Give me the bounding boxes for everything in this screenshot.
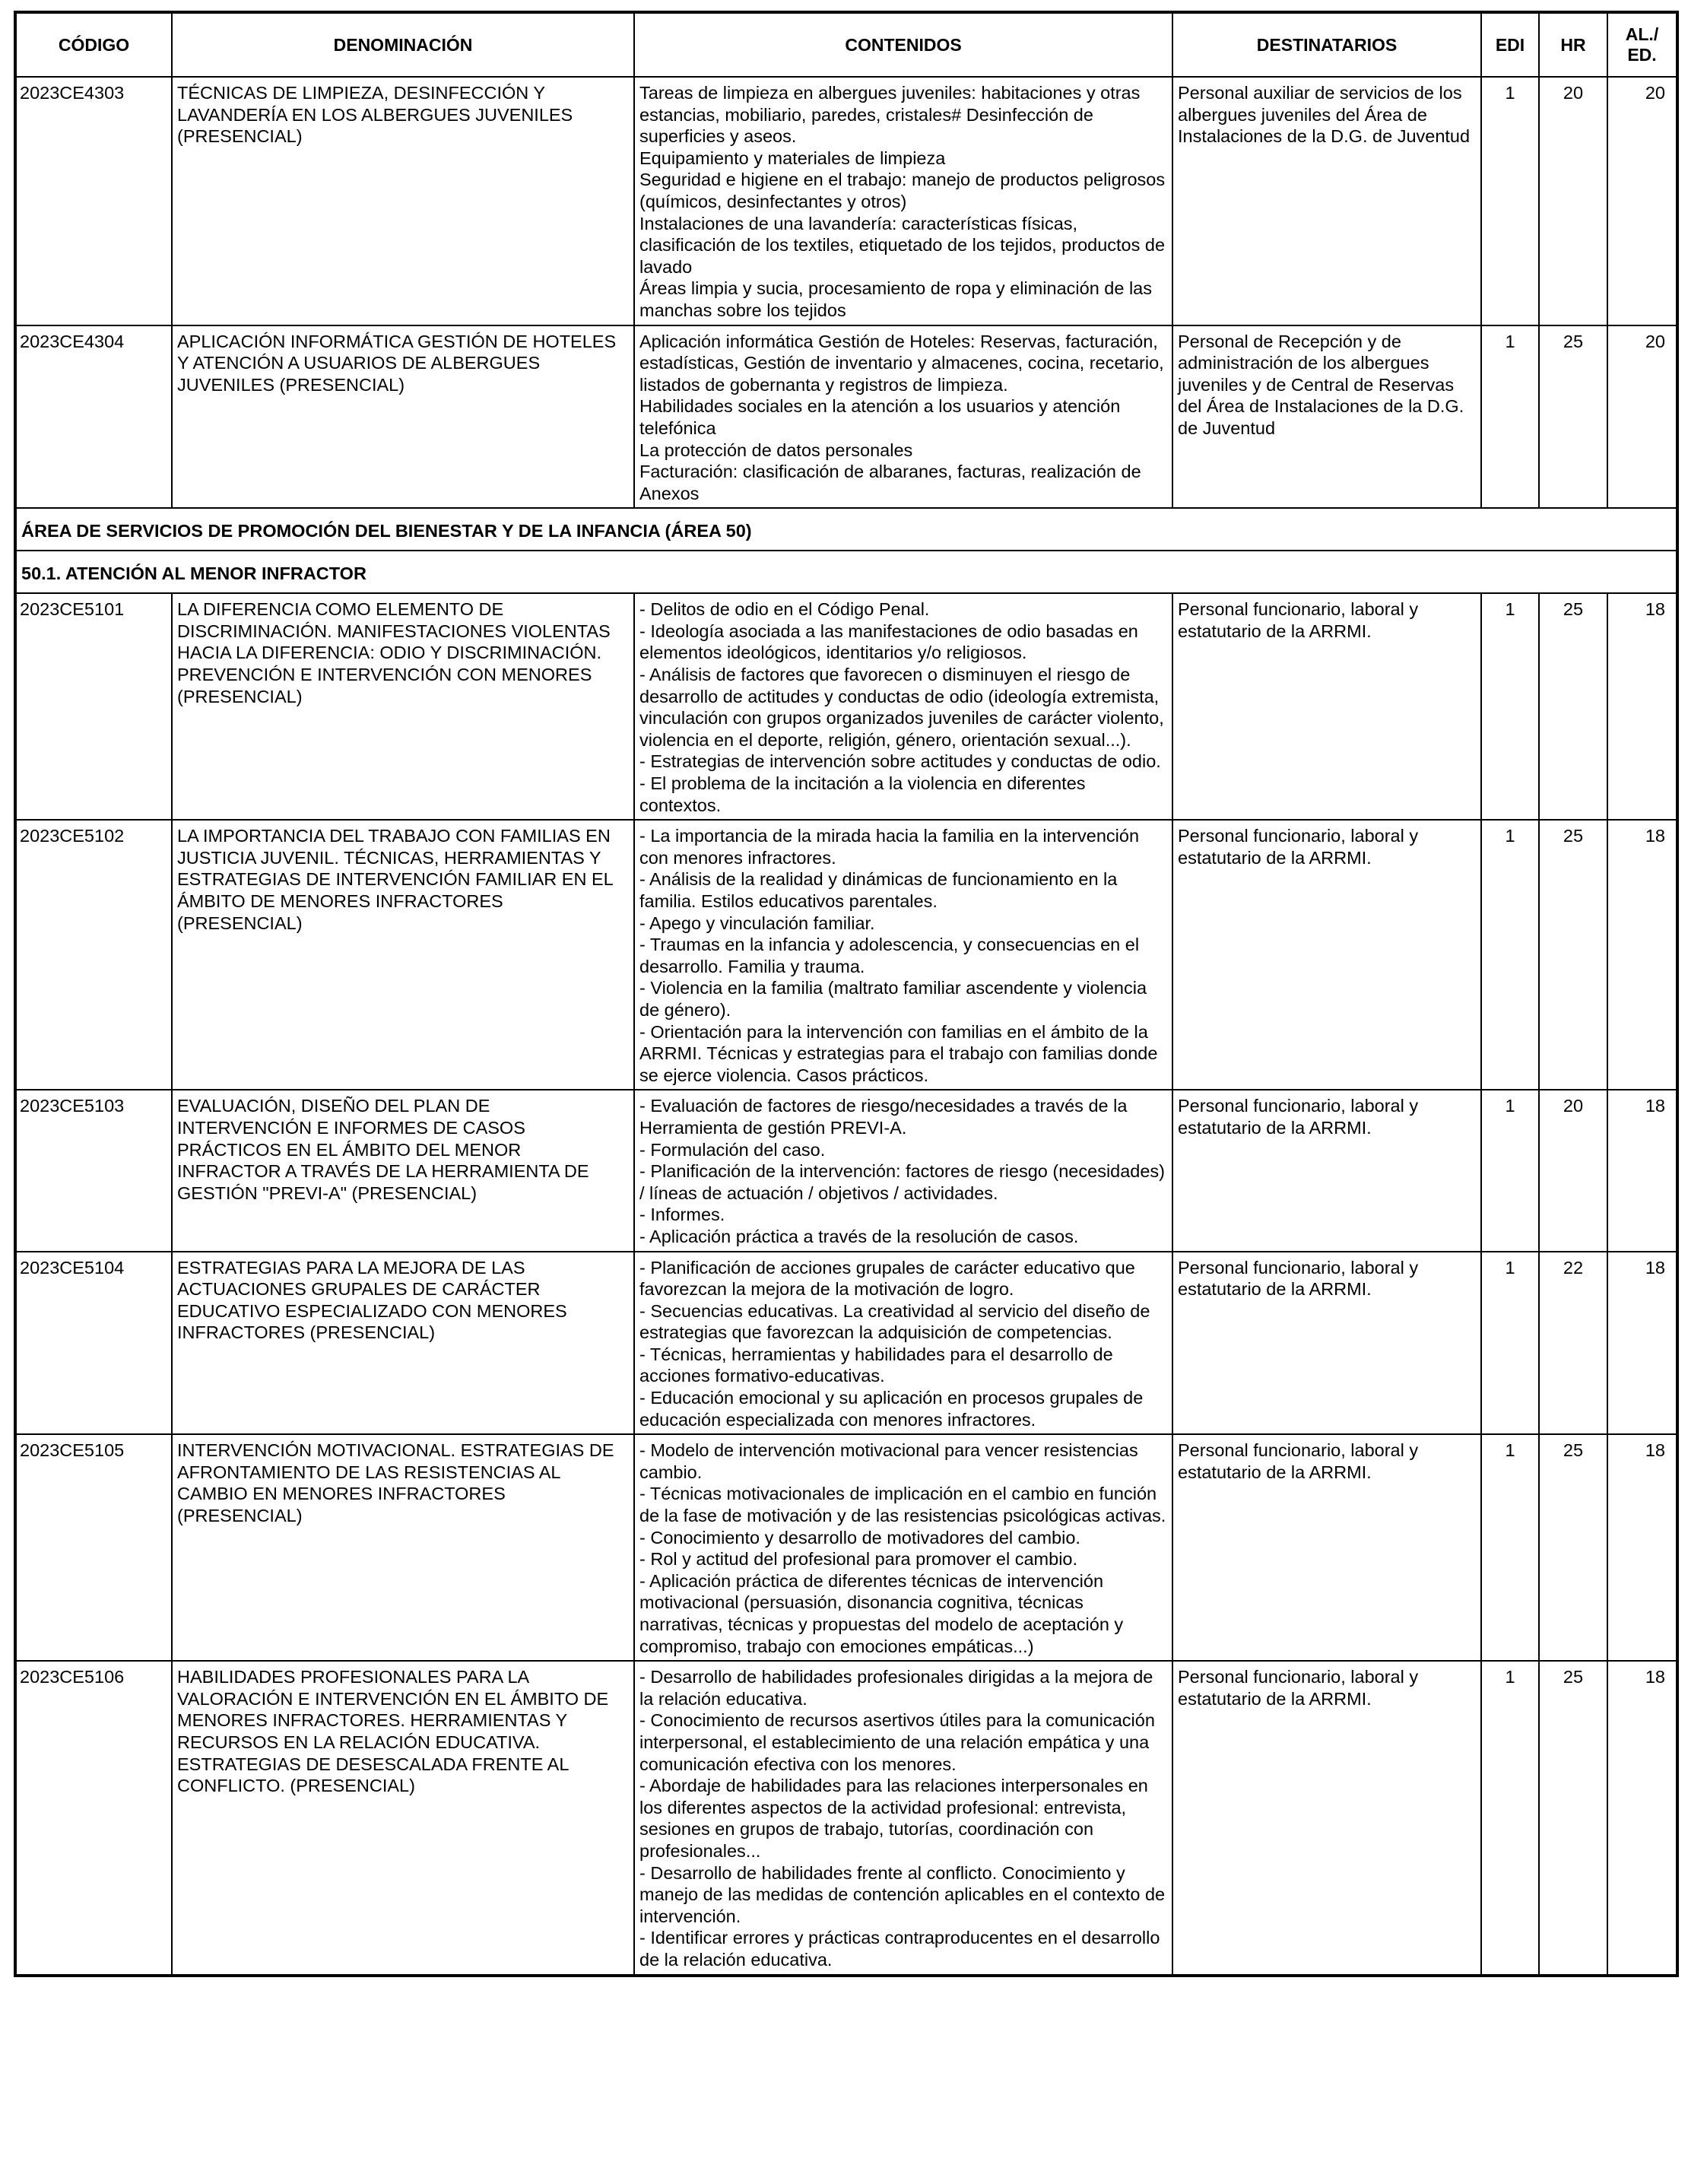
- contenidos-line: Facturación: clasificación de albaranes, facturas, realización de Anexos: [639, 462, 1141, 503]
- cell-codigo: 2023CE5101: [15, 593, 172, 820]
- contenidos-line: - Aplicación práctica de diferentes técnicas de intervención motivacional (persuasión, disonancia cognitiva, técnicas narrativas, técnicas y propuestas del modelo de aceptación y compromiso, trabajo con emociones empáticas...): [639, 1570, 1124, 1656]
- contenidos-line: - Planificación de la intervención: factores de riesgo (necesidades) / líneas de actuación / objetivos / actividades.: [639, 1161, 1166, 1203]
- cell-destinatarios: Personal funcionario, laboral y estatutario de la ARRMI.: [1172, 1661, 1481, 1975]
- contenidos-line: Aplicación informática Gestión de Hoteles: Reservas, facturación, estadísticas, Gestión de inventario y almacenes, cocina, recetario, listados de gobernanta y registros de limpieza.: [639, 331, 1164, 395]
- cell-hr: 25: [1539, 1434, 1607, 1661]
- cell-al-ed: 18: [1607, 1252, 1677, 1435]
- header-edi: EDI: [1481, 12, 1539, 77]
- header-destinatarios: DESTINATARIOS: [1172, 12, 1481, 77]
- table-row: [15, 1090, 1677, 1251]
- contenidos-line: - Identificar errores y prácticas contraproducentes en el desarrollo de la relación educativa.: [639, 1928, 1160, 1970]
- contenidos-line: - Ideología asociada a las manifestaciones de odio basadas en elementos ideológicos, identitarios y/o religiosos.: [639, 621, 1138, 663]
- contenidos-line: Habilidades sociales en la atención a los usuarios y atención telefónica: [639, 396, 1121, 438]
- cell-contenidos: [634, 1090, 1172, 1251]
- cell-edi: 1: [1481, 820, 1539, 1090]
- cell-destinatarios: Personal funcionario, laboral y estatutario de la ARRMI.: [1172, 1090, 1481, 1251]
- cell-contenidos: [634, 1434, 1172, 1661]
- table-row: [15, 325, 1677, 509]
- cell-hr: 25: [1539, 325, 1607, 509]
- contenidos-line: - Orientación para la intervención con familias en el ámbito de la ARRMI. Técnicas y estrategias para el trabajo con familias donde se ejerce violencia. Casos prácticos.: [639, 1021, 1158, 1085]
- header-hr: HR: [1539, 12, 1607, 77]
- contenidos-line: - Planificación de acciones grupales de carácter educativo que favorezcan la mejora de la motivación de logro.: [639, 1257, 1135, 1300]
- table-row: [15, 77, 1677, 325]
- cell-codigo: 2023CE5105: [15, 1434, 172, 1661]
- cell-codigo: 2023CE4303: [15, 77, 172, 325]
- cell-denominacion: LA DIFERENCIA COMO ELEMENTO DE DISCRIMINACIÓN. MANIFESTACIONES VIOLENTAS HACIA LA DIFERENCIA: ODIO Y DISCRIMINACIÓN. PREVENCIÓN E INTERVENCIÓN CON MENORES (PRESENCIAL): [172, 593, 634, 820]
- cell-codigo: 2023CE4304: [15, 325, 172, 509]
- contenidos-line: - Técnicas motivacionales de implicación en el cambio en función de la fase de motivación y de las resistencias psicológicas activas.: [639, 1484, 1166, 1526]
- cell-denominacion: INTERVENCIÓN MOTIVACIONAL. ESTRATEGIAS DE AFRONTAMIENTO DE LAS RESISTENCIAS AL CAMBIO EN MENORES INFRACTORES (PRESENCIAL): [172, 1434, 634, 1661]
- cell-hr: 25: [1539, 1661, 1607, 1975]
- cell-edi: 1: [1481, 593, 1539, 820]
- contenidos-line: Equipamiento y materiales de limpieza: [639, 148, 946, 168]
- subsection-heading: 50.1. ATENCIÓN AL MENOR INFRACTOR: [15, 551, 1677, 593]
- contenidos-line: - Estrategias de intervención sobre actitudes y conductas de odio.: [639, 751, 1161, 772]
- section-area-heading: ÁREA DE SERVICIOS DE PROMOCIÓN DEL BIENESTAR Y DE LA INFANCIA (ÁREA 50): [15, 508, 1677, 551]
- table-row: [15, 593, 1677, 820]
- table-row: [15, 1661, 1677, 1975]
- cell-hr: 22: [1539, 1252, 1607, 1435]
- cell-contenidos: [634, 1252, 1172, 1435]
- cell-al-ed: 20: [1607, 77, 1677, 325]
- cell-destinatarios: Personal auxiliar de servicios de los albergues juveniles del Área de Instalaciones de la D.G. de Juventud: [1172, 77, 1481, 325]
- cell-denominacion: HABILIDADES PROFESIONALES PARA LA VALORACIÓN E INTERVENCIÓN EN EL ÁMBITO DE MENORES INFRACTORES. HERRAMIENTAS Y RECURSOS EN LA RELACIÓN EDUCATIVA. ESTRATEGIAS DE DESESCALADA FRENTE AL CONFLICTO. (PRESENCIAL): [172, 1661, 634, 1975]
- subsection-row: [15, 551, 1677, 593]
- cell-destinatarios: Personal funcionario, laboral y estatutario de la ARRMI.: [1172, 820, 1481, 1090]
- cell-destinatarios: Personal funcionario, laboral y estatutario de la ARRMI.: [1172, 1252, 1481, 1435]
- cell-hr: 25: [1539, 593, 1607, 820]
- table-row: [15, 820, 1677, 1090]
- contenidos-line: - Educación emocional y su aplicación en procesos grupales de educación especializada con menores infractores.: [639, 1388, 1144, 1430]
- cell-denominacion: ESTRATEGIAS PARA LA MEJORA DE LAS ACTUACIONES GRUPALES DE CARÁCTER EDUCATIVO ESPECIALIZADO CON MENORES INFRACTORES (PRESENCIAL): [172, 1252, 634, 1435]
- cell-edi: 1: [1481, 1252, 1539, 1435]
- contenidos-line: - Análisis de la realidad y dinámicas de funcionamiento en la familia. Estilos educativos parentales.: [639, 869, 1118, 911]
- contenidos-line: - Formulación del caso.: [639, 1139, 826, 1160]
- header-al-ed: AL./ ED.: [1607, 12, 1677, 77]
- contenidos-line: - Técnicas, herramientas y habilidades para el desarrollo de acciones formativo-educativas.: [639, 1344, 1113, 1386]
- contenidos-line: - Modelo de intervención motivacional para vencer resistencias cambio.: [639, 1440, 1138, 1482]
- cell-denominacion: EVALUACIÓN, DISEÑO DEL PLAN DE INTERVENCIÓN E INFORMES DE CASOS PRÁCTICOS EN EL ÁMBITO DEL MENOR INFRACTOR A TRAVÉS DE LA HERRAMIENTA DE GESTIÓN "PREVI-A" (PRESENCIAL): [172, 1090, 634, 1251]
- cell-hr: 20: [1539, 1090, 1607, 1251]
- contenidos-line: - La importancia de la mirada hacia la familia en la intervención con menores infractores.: [639, 826, 1140, 868]
- cell-codigo: 2023CE5103: [15, 1090, 172, 1251]
- contenidos-line: - Violencia en la familia (maltrato familiar ascendente y violencia de género).: [639, 978, 1147, 1020]
- contenidos-line: La protección de datos personales: [639, 440, 913, 460]
- table-row: [15, 1434, 1677, 1661]
- cell-al-ed: 18: [1607, 1090, 1677, 1251]
- table-row: [15, 1252, 1677, 1435]
- cell-edi: 1: [1481, 325, 1539, 509]
- cell-destinatarios: Personal funcionario, laboral y estatutario de la ARRMI.: [1172, 593, 1481, 820]
- cell-destinatarios: Personal funcionario, laboral y estatutario de la ARRMI.: [1172, 1434, 1481, 1661]
- contenidos-line: Instalaciones de una lavandería: características físicas, clasificación de los textiles, etiquetado de los tejidos, productos de lavado: [639, 213, 1166, 277]
- cell-edi: 1: [1481, 1090, 1539, 1251]
- contenidos-line: - Delitos de odio en el Código Penal.: [639, 599, 930, 620]
- contenidos-line: - Rol y actitud del profesional para promover el cambio.: [639, 1549, 1078, 1570]
- document-page: [14, 11, 1676, 1977]
- cell-edi: 1: [1481, 1434, 1539, 1661]
- header-denominacion: DENOMINACIÓN: [172, 12, 634, 77]
- cell-contenidos: [634, 820, 1172, 1090]
- contenidos-line: Tareas de limpieza en albergues juveniles: habitaciones y otras estancias, mobiliario, paredes, cristales# Desinfección de superficies y aseos.: [639, 83, 1141, 147]
- contenidos-line: Seguridad e higiene en el trabajo: manejo de productos peligrosos (químicos, desinfectantes y otros): [639, 170, 1166, 211]
- cell-contenidos: [634, 77, 1172, 325]
- contenidos-line: - Apego y vinculación familiar.: [639, 913, 875, 933]
- contenidos-line: - Secuencias educativas. La creatividad al servicio del diseño de estrategias que favorezcan la adquisición de competencias.: [639, 1300, 1150, 1343]
- table-body-sections: [15, 508, 1677, 593]
- cell-al-ed: 20: [1607, 325, 1677, 509]
- contenidos-line: - Análisis de factores que favorecen o disminuyen el riesgo de desarrollo de actitudes y conductas de odio (ideología extremista, vinculación con grupos organizados juveniles de carácter violento, violencia en el deporte, religión, género, orientación sexual...).: [639, 665, 1164, 750]
- cell-denominacion: APLICACIÓN INFORMÁTICA GESTIÓN DE HOTELES Y ATENCIÓN A USUARIOS DE ALBERGUES JUVENILES (PRESENCIAL): [172, 325, 634, 509]
- cell-al-ed: 18: [1607, 1661, 1677, 1975]
- header-row: [15, 12, 1677, 77]
- header-contenidos: CONTENIDOS: [634, 12, 1172, 77]
- contenidos-line: - Aplicación práctica a través de la resolución de casos.: [639, 1226, 1079, 1246]
- cell-al-ed: 18: [1607, 593, 1677, 820]
- contenidos-line: - El problema de la incitación a la violencia en diferentes contextos.: [639, 773, 1086, 815]
- cell-codigo: 2023CE5106: [15, 1661, 172, 1975]
- cell-hr: 25: [1539, 820, 1607, 1090]
- contenidos-line: - Abordaje de habilidades para las relaciones interpersonales en los diferentes aspectos de la actividad profesional: entrevista, sesiones en grupos de trabajo, tutorías, coordinación con profesionales...: [639, 1776, 1148, 1861]
- cell-al-ed: 18: [1607, 820, 1677, 1090]
- contenidos-line: - Desarrollo de habilidades profesionales dirigidas a la mejora de la relación educativa.: [639, 1667, 1153, 1709]
- contenidos-line: - Informes.: [639, 1205, 725, 1225]
- contenidos-line: - Conocimiento y desarrollo de motivadores del cambio.: [639, 1527, 1080, 1548]
- table-body-a: [15, 77, 1677, 508]
- cell-hr: 20: [1539, 77, 1607, 325]
- contenidos-line: - Traumas en la infancia y adolescencia, y consecuencias en el desarrollo. Familia y trauma.: [639, 935, 1140, 976]
- cell-codigo: 2023CE5102: [15, 820, 172, 1090]
- section-row: [15, 508, 1677, 551]
- cell-denominacion: TÉCNICAS DE LIMPIEZA, DESINFECCIÓN Y LAVANDERÍA EN LOS ALBERGUES JUVENILES (PRESENCIAL): [172, 77, 634, 325]
- courses-table: [14, 11, 1679, 1977]
- contenidos-line: - Desarrollo de habilidades frente al conflicto. Conocimiento y manejo de las medidas de contención aplicables en el contexto de intervención.: [639, 1862, 1166, 1926]
- cell-contenidos: [634, 1661, 1172, 1975]
- cell-codigo: 2023CE5104: [15, 1252, 172, 1435]
- header-codigo: CÓDIGO: [15, 12, 172, 77]
- cell-contenidos: [634, 325, 1172, 509]
- cell-edi: 1: [1481, 1661, 1539, 1975]
- cell-denominacion: LA IMPORTANCIA DEL TRABAJO CON FAMILIAS EN JUSTICIA JUVENIL. TÉCNICAS, HERRAMIENTAS Y ESTRATEGIAS DE INTERVENCIÓN FAMILIAR EN EL ÁMBITO DE MENORES INFRACTORES (PRESENCIAL): [172, 820, 634, 1090]
- contenidos-line: - Evaluación de factores de riesgo/necesidades a través de la Herramienta de gestión PREVI-A.: [639, 1096, 1128, 1138]
- contenidos-line: - Conocimiento de recursos asertivos útiles para la comunicación interpersonal, el establecimiento de una relación empática y una comunicación efectiva con los menores.: [639, 1710, 1155, 1774]
- cell-al-ed: 18: [1607, 1434, 1677, 1661]
- cell-edi: 1: [1481, 77, 1539, 325]
- cell-destinatarios: Personal de Recepción y de administración de los albergues juveniles y de Central de Reservas del Área de Instalaciones de la D.G. de Juventud: [1172, 325, 1481, 509]
- table-body-b: [15, 593, 1677, 1975]
- contenidos-line: Áreas limpia y sucia, procesamiento de ropa y eliminación de las manchas sobre los tejidos: [639, 278, 1152, 320]
- cell-contenidos: [634, 593, 1172, 820]
